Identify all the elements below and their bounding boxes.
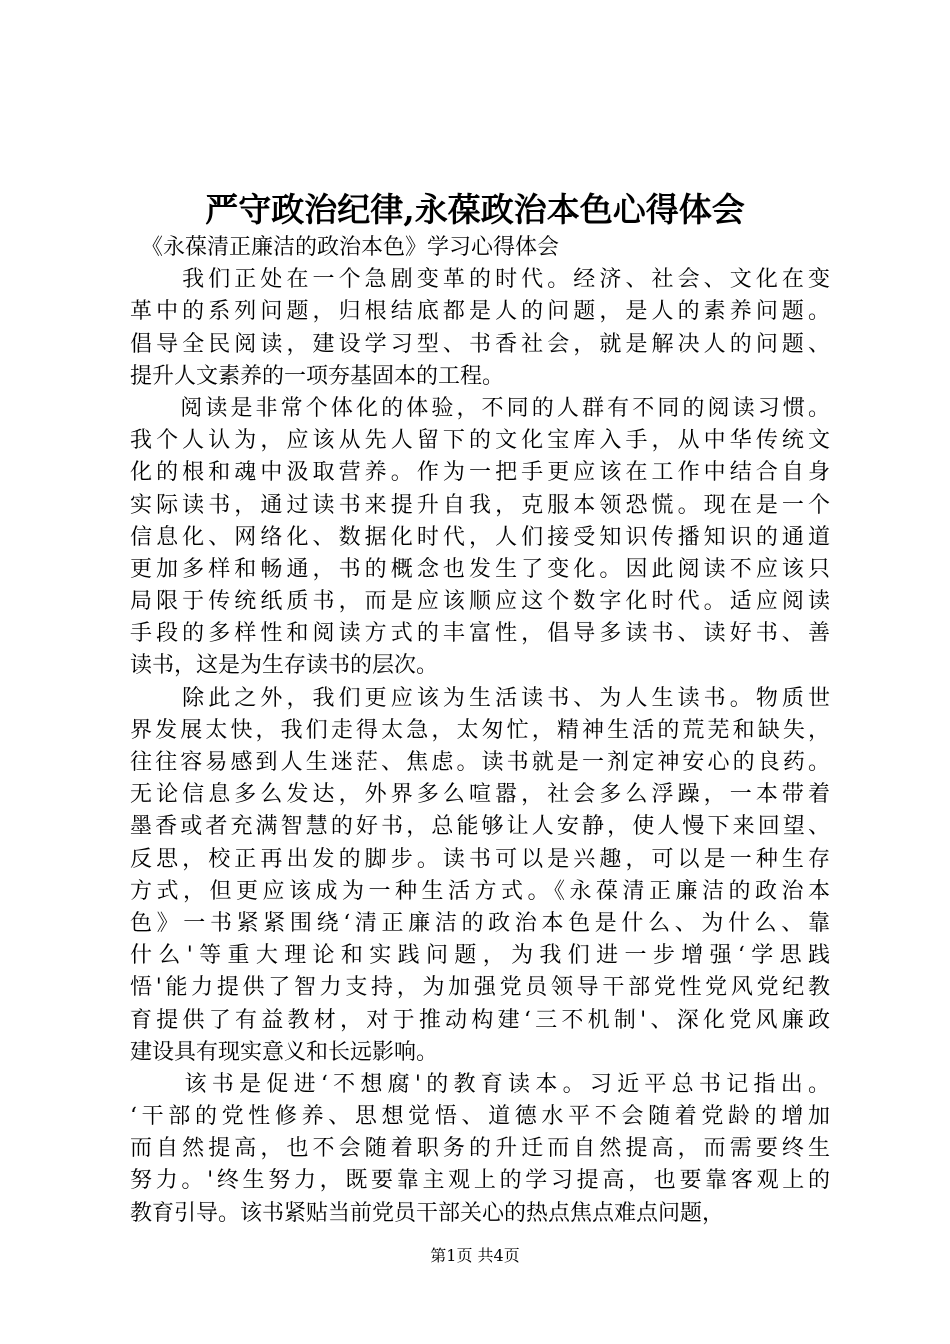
text-line: 育提供了有益教材，对于推动构建‘三不机制'、深化党风廉政 — [130, 1007, 830, 1033]
text-line: 我们正处在一个急剧变革的时代。经济、社会、文化在变 — [130, 267, 830, 293]
document-body — [130, 232, 830, 1230]
text-line: 色》一书紧紧围绕‘清正廉洁的政治本色是什么、为什么、靠 — [130, 910, 830, 936]
text-line: 往往容易感到人生迷茫、焦虑。读书就是一剂定神安心的良药。 — [130, 750, 830, 775]
document-title: 严守政治纪律,永葆政治本色心得体会 — [205, 190, 745, 229]
text-line: 更加多样和畅通，书的概念也发生了变化。因此阅读不应该只 — [130, 556, 830, 582]
text-line: 倡导全民阅读，建设学习型、书香社会，就是解决人的问题、 — [130, 331, 830, 357]
text-line: 什么'等重大理论和实践问题，为我们进一步增强‘学思践 — [130, 943, 830, 969]
text-line: 该书是促进‘不想腐'的教育读本。习近平总书记指出。 — [130, 1071, 830, 1097]
text-line: 阅读是非常个体化的体验，不同的人群有不同的阅读习惯。 — [130, 395, 830, 421]
text-line: 界发展太快，我们走得太急，太匆忙，精神生活的荒芜和缺失， — [130, 717, 830, 743]
text-line: 提升人文素养的一项夯基固本的工程。 — [130, 363, 505, 389]
text-line: 读书，这是为生存读书的层次。 — [130, 653, 439, 679]
text-line: 反思，校正再出发的脚步。读书可以是兴趣，可以是一种生存 — [130, 846, 830, 872]
text-line: 信息化、网络化、数据化时代，人们接受知识传播知识的通道 — [130, 524, 830, 550]
text-line: 教育引导。该书紧贴当前党员干部关心的热点焦点难点问题， — [130, 1200, 725, 1226]
page-footer: 第1页 共4页 — [430, 1246, 520, 1265]
text-line: 我个人认为，应该从先人留下的文化宝库入手，从中华传统文 — [130, 428, 830, 454]
text-line: 局限于传统纸质书，而是应该顺应这个数字化时代。适应阅读 — [130, 589, 830, 615]
text-line: 而自然提高，也不会随着职务的升迁而自然提高，而需要终生 — [130, 1136, 830, 1162]
text-line: 手段的多样性和阅读方式的丰富性，倡导多读书、读好书、善 — [130, 621, 830, 647]
text-line: 《永葆清正廉洁的政治本色》学习心得体会 — [130, 235, 560, 260]
text-line: 方式，但更应该成为一种生活方式。《永葆清正廉洁的政治本 — [130, 878, 830, 904]
text-line: 建设具有现实意义和长远影响。 — [130, 1039, 439, 1065]
text-line: 革中的系列问题，归根结底都是人的问题，是人的素养问题。 — [130, 299, 830, 325]
text-line: 努力。'终生努力，既要靠主观上的学习提高，也要靠客观上的 — [130, 1168, 830, 1194]
text-line: ‘干部的党性修养、思想觉悟、道德水平不会随着党龄的增加 — [130, 1104, 830, 1130]
text-line: 墨香或者充满智慧的好书，总能够让人安静，使人慢下来回望、 — [130, 814, 830, 840]
text-line: 化的根和魂中汲取营养。作为一把手更应该在工作中结合自身 — [130, 460, 830, 486]
text-line: 悟'能力提供了智力支持，为加强党员领导干部党性党风党纪教 — [130, 975, 830, 1001]
text-line: 实际读书，通过读书来提升自我，克服本领恐慌。现在是一个 — [130, 492, 830, 518]
text-line: 除此之外，我们更应该为生活读书、为人生读书。物质世 — [130, 685, 830, 711]
text-line: 无论信息多么发达，外界多么喧嚣，社会多么浮躁，一本带着 — [130, 782, 830, 808]
